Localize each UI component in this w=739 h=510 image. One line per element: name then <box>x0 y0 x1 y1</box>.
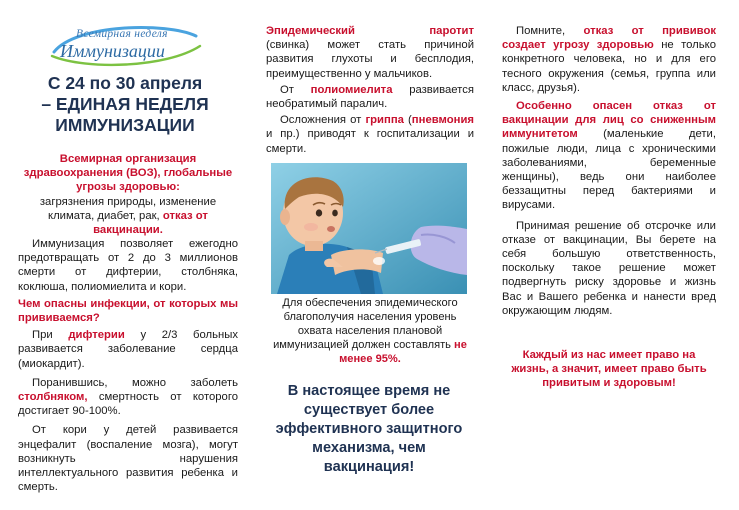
tetanus-paragraph <box>18 376 238 419</box>
vaccination-photo <box>271 163 467 294</box>
flu-red2: пневмония <box>411 114 474 127</box>
coverage-red: не менее 95%. <box>339 339 467 365</box>
diph-pre: При <box>32 329 53 342</box>
remember-red: отказ от прививок создает угрозу здоровью <box>502 25 717 52</box>
flu-pre: Осложнения от <box>280 114 362 127</box>
polio-pre: От <box>280 83 294 96</box>
who-text <box>18 195 238 238</box>
diph-red: дифтерии <box>68 329 125 342</box>
column-1-text <box>18 237 238 494</box>
polio-post: развивается необратимый паралич. <box>266 83 474 111</box>
who-heading: Всемирная организация здравоохранения (ВОЗ), глобальные угрозы здоровью: <box>23 153 233 194</box>
remember-pre: Помните, <box>516 25 566 37</box>
diphtheria-paragraph <box>18 328 238 371</box>
diph-post: у 2/3 больных развивается заболевание сердца (миокардит). <box>18 329 239 370</box>
measles-paragraph: От кори у детей развивается энцефалит (воспаление мозга), могут возникнуть нарушения интеллектуального развития ребенка и смерть. <box>18 424 238 494</box>
immunization-paragraph: Иммунизация позволяет ежегодно предотвращать от 2 до 3 миллионов смерти от дифтерии, столбняка, коклюша, полиомиелита и кори. <box>18 238 238 293</box>
mumps-text: (свинка) может стать причиной развития глухоты и бесплодия, преимущественно у мальчиков. <box>266 39 474 80</box>
who-threats: загрязнения природы, изменение климата, диабет, рак, <box>39 195 217 222</box>
who-threat-refusal: отказ от вакцинации. <box>93 209 208 237</box>
mumps-red: Эпидемический паротит <box>266 25 474 37</box>
polio-red: полиомиелита <box>310 83 393 96</box>
polio-paragraph <box>266 83 474 111</box>
tet-post: смертность от которого достигает 90-100%. <box>18 391 238 418</box>
danger-red: Особенно опасен отказ от вакцинации для лиц со сниженным иммунитетом <box>502 100 716 141</box>
infections-question: Чем опасны инфекции, от которых мы прививаемся? <box>18 297 238 325</box>
coverage-text <box>268 296 472 366</box>
page-title <box>40 73 210 136</box>
title-line: ИММУНИЗАЦИИ <box>55 115 195 135</box>
title-line: – ЕДИНАЯ НЕДЕЛЯ <box>41 94 209 114</box>
title-line: С 24 по 30 апреля <box>47 73 203 93</box>
immunization-week-logo <box>46 22 206 68</box>
flu-post: и пр.) приводят к госпитализации и смерти. <box>266 128 474 155</box>
who-block <box>18 152 238 237</box>
final-message: Каждый из нас имеет право на жизнь, а значит, имеет право быть привитым и здоровым! <box>511 349 707 390</box>
logo-line1: Всемирная неделя <box>76 28 168 40</box>
flu-open: ( <box>408 114 412 127</box>
mumps-paragraph <box>266 24 474 81</box>
tet-red: столбняком, <box>18 391 88 404</box>
coverage-body: Для обеспечения эпидемического благополучия населения уровень охвата населения плановой иммунизацией должен составлять <box>273 297 458 351</box>
logo-line2: Иммунизации <box>60 41 165 61</box>
tet-pre: Поранившись, можно заболеть <box>32 376 238 389</box>
danger-post: (маленькие дети, пожилые люди, лица с хроническими заболеваниями, беременные женщины), ведь они наиболее беззащитны перед бактериями и вирусами. <box>502 128 717 212</box>
decision-paragraph: Принимая решение об отсрочке или отказе от вакцинации, Вы берете на себя большую ответственность, поскольку такое решение может подвергнуть риску здоровье и жизнь Вас и Вашего ребенка и нанести вред окружающим людям. <box>502 219 716 317</box>
remember-paragraph <box>502 24 716 95</box>
coverage-block <box>268 296 472 366</box>
flu-paragraph <box>266 113 474 156</box>
column-3-text <box>502 24 716 318</box>
final-message-block <box>504 348 714 391</box>
remember-post: не только конкретного человека, но и для его тесного окружения (семья, группа или класс, друзья). <box>502 39 716 94</box>
flu-red: гриппа <box>365 114 404 127</box>
child-vaccination-illustration <box>271 163 467 294</box>
key-message: В настоящее время не существует более эффективного защитного механизма, чем вакцинация! <box>275 383 463 475</box>
column-2-text <box>266 24 474 156</box>
danger-paragraph <box>502 99 716 213</box>
